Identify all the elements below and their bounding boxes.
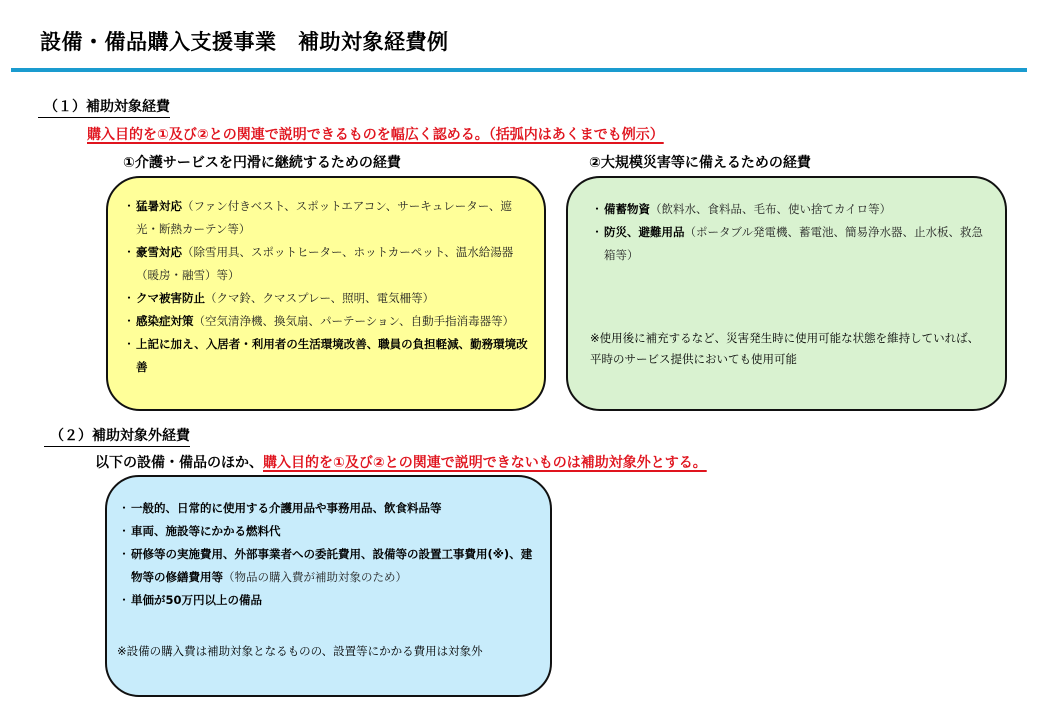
list-item — [122, 310, 532, 333]
item-detail: （ファン付きベスト、スポットエアコン、サーキュレーター、遮光・断熱カーテン等） — [136, 199, 512, 236]
section1-note: 購入目的を①及び②との関連で説明できるものを幅広く認める。（括弧内はあくまでも例示） — [87, 127, 664, 143]
section1-heading: （１）補助対象経費 — [38, 96, 170, 118]
list-item — [122, 241, 532, 287]
item-title: 防災、避難用品 — [604, 225, 685, 239]
excluded-footnote: ※設備の購入費は補助対象となるものの、設置等にかかる費用は対象外 — [117, 644, 483, 658]
bullet: ・ — [123, 199, 135, 213]
item-title: 上記に加え、入居者・利用者の生活環境改善、職員の負担軽減、勤務環境改善 — [136, 337, 528, 374]
list-item — [590, 221, 993, 267]
section2-intro — [95, 452, 707, 472]
title-divider — [11, 68, 1027, 72]
page-title: 設備・備品購入支援事業 補助対象経費例 — [40, 30, 449, 54]
item-title: 単価が50万円以上の備品 — [131, 593, 263, 607]
item-title: 豪雪対応 — [136, 245, 182, 259]
category2-heading: ②大規模災害等に備えるための経費 — [589, 155, 811, 171]
bullet: ・ — [591, 202, 603, 216]
item-detail: （飲料水、食料品、毛布、使い捨てカイロ等） — [650, 202, 892, 216]
bullet: ・ — [118, 593, 130, 607]
item-title: 車両、施設等にかかる燃料代 — [131, 524, 281, 538]
item-detail: （物品の購入費が補助対象のため） — [223, 570, 407, 584]
list-item — [117, 520, 538, 543]
item-title: 感染症対策 — [136, 314, 194, 328]
section2-heading: （２）補助対象外経費 — [44, 425, 190, 447]
item-title: クマ被害防止 — [136, 291, 205, 305]
item-title: 研修等の実施費用、外部事業者への委託費用、設備等の設置工事費用(※)、建物等の修繕費用等 — [131, 547, 533, 584]
bullet: ・ — [591, 225, 603, 239]
item-detail: （空気清浄機、換気扇、パーテーション、自動手指消毒器等） — [193, 314, 515, 328]
category1-heading: ①介護サービスを円滑に継続するための経費 — [123, 155, 401, 171]
item-detail: （除雪用具、スポットヒーター、ホットカーペット、温水給湯器（暖房・融雪）等） — [136, 245, 514, 282]
list-item — [590, 198, 993, 221]
list-item — [117, 497, 538, 520]
bullet: ・ — [123, 245, 135, 259]
list-item — [122, 195, 532, 241]
item-detail: （クマ鈴、クマスプレー、照明、電気柵等） — [205, 291, 435, 305]
bullet: ・ — [123, 291, 135, 305]
bullet: ・ — [118, 501, 130, 515]
bullet: ・ — [118, 547, 130, 561]
item-title: 備蓄物資 — [604, 202, 650, 216]
section2-intro-text: 以下の設備・備品のほか、 — [95, 455, 263, 471]
bullet: ・ — [123, 337, 135, 351]
section2-note: 購入目的を①及び②との関連で説明できないものは補助対象外とする。 — [263, 455, 707, 471]
category2-footnote: ※使用後に補充するなど、災害発生時に使用可能な状態を維持していれば、平時のサービス提供においても使用可能 — [590, 331, 980, 366]
list-item — [117, 589, 538, 612]
category2-box — [566, 176, 1007, 411]
excluded-box — [105, 475, 552, 697]
item-title: 猛暑対応 — [136, 199, 182, 213]
item-title: 一般的、日常的に使用する介護用品や事務用品、飲食料品等 — [131, 501, 442, 515]
list-item — [122, 287, 532, 310]
list-item — [122, 333, 532, 379]
bullet: ・ — [118, 524, 130, 538]
list-item — [117, 543, 538, 589]
item-detail: （ポータブル発電機、蓄電池、簡易浄水器、止水板、救急箱等） — [604, 225, 984, 262]
category1-box — [106, 176, 546, 411]
bullet: ・ — [123, 314, 135, 328]
